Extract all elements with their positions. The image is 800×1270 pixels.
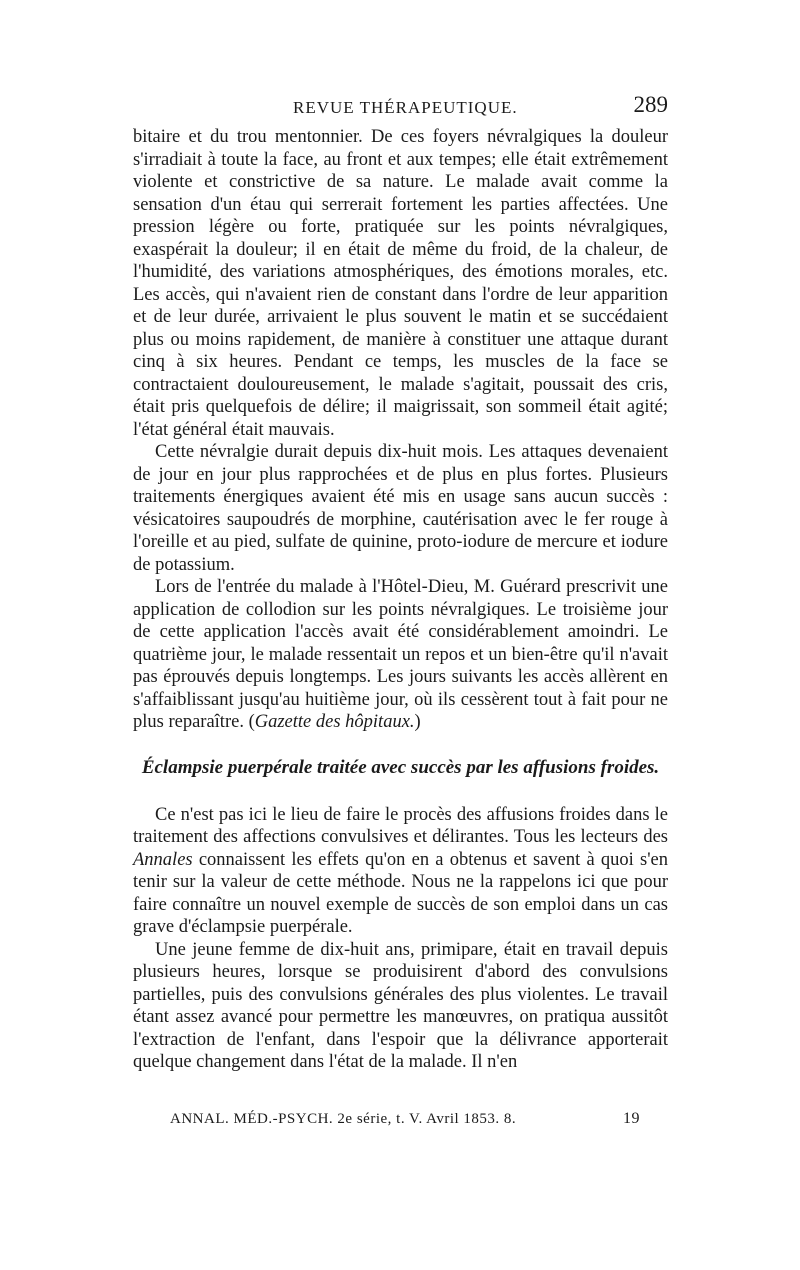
paragraph-collodion-text: Lors de l'entrée du malade à l'Hôtel-Dieu, M. Guérard prescrivit une application de collodion sur les points névralgiques. Le troisième jour de cette application l'accès avait été considérablement amoindri. Le quatrième jour, le malade ressentait un repos et un bien-être qu'il n'avait pas éprouvés depuis longtemps. Les jours suivants les accès allèrent en s'affaiblissant jusqu'au huitième jour, où ils cessèrent tout à fait pour ne plus reparaître. (133, 577, 668, 732)
footer-imprint: ANNAL. MÉD.-PSYCH. 2e série, t. V. Avril 1853. 8. (170, 1111, 517, 1127)
journal-name: Annales (133, 849, 193, 870)
paragraph-affusions-b: connaissent les effets qu'on en a obtenus et savent à quoi s'en tenir sur la valeur de cette méthode. Nous ne la rappelons ici que pour faire connaître un nouvel exemple de succès de son emploi dans un cas grave d'éclampsie puerpérale. (133, 849, 668, 937)
page-header (133, 92, 668, 126)
paragraph-affusions-a: Ce n'est pas ici le lieu de faire le procès des affusions froides dans le traitement des affections convulsives et délirantes. Tous les lecteurs des (133, 804, 668, 847)
page-footer (170, 1111, 640, 1128)
section-title: Éclampsie puerpérale traitée avec succès par les affusions froides. (141, 756, 660, 778)
signature-mark: 19 (623, 1110, 640, 1127)
paragraph-continued: bitaire et du trou mentonnier. De ces foyers névralgiques la douleur s'irradiait à toute la face, au front et aux tempes; elle était extrêmement violente et constrictive de sa nature. Le malade avait comme la sensation d'un étau qui serrerait fortement les parties affectées. Une pression légère ou forte, pratiquée sur les points névralgiques, exaspérait la douleur; il en était de même du froid, de la chaleur, de l'humidité, des variations atmosphériques, des émotions morales, etc. Les accès, qui n'avaient rien de constant dans l'ordre de leur apparition et de leur durée, arrivaient le plus souvent le matin et se succédaient plus ou moins rapidement, de manière à constituer une attaque durant cinq à six heures. Pendant ce temps, les muscles de la face se contractaient douloureusement, le malade s'agitait, poussait des cris, était pris quelquefois de délire; il maigrissait, son sommeil était agité; l'état général était mauvais. (133, 127, 668, 440)
paragraph-case: Une jeune femme de dix-huit ans, primipare, était en travail depuis plusieurs heures, lorsque se produisirent d'abord des convulsions partielles, puis des convulsions générales des plus violentes. Le travail étant assez avancé pour permettre les manœuvres, on pratiqua aussitôt l'extraction de l'enfant, dans l'espoir que la délivrance apporterait quelque changement dans l'état de la malade. Il n'en (133, 939, 668, 1072)
source-citation: Gazette des hôpitaux. (254, 712, 415, 732)
paragraph-treatments: Cette névralgie durait depuis dix-huit mois. Les attaques devenaient de jour en jour plus rapprochées et de plus en plus fortes. Plusieurs traitements énergiques avaient été mis en usage sans aucun succès : vésicatoires saupoudrés de morphine, cautérisation avec le fer rouge à l'oreille et au pied, sulfate de quinine, proto-iodure de mercure et iodure de potassium. (133, 442, 668, 575)
paragraph-collodion: Lors de l'entrée du malade à l'Hôtel-Dieu, M. Guérard prescrivit une application de collodion sur les points névralgiques. Le troisième jour de cette application l'accès avait été considérablement amoindri. Le quatrième jour, le malade ressentait un repos et un bien-être qu'il n'avait pas éprouvés depuis longtemps. Les jours suivants les accès allèrent en s'affaiblissant jusqu'au huitième jour, où ils cessèrent tout à fait pour ne plus reparaître. (Gazette des hôpitaux.) (133, 577, 668, 732)
page (133, 92, 668, 1074)
running-title: REVUE THÉRAPEUTIQUE. (293, 98, 518, 117)
page-number: 289 (633, 92, 668, 117)
paragraph-affusions (133, 804, 668, 939)
